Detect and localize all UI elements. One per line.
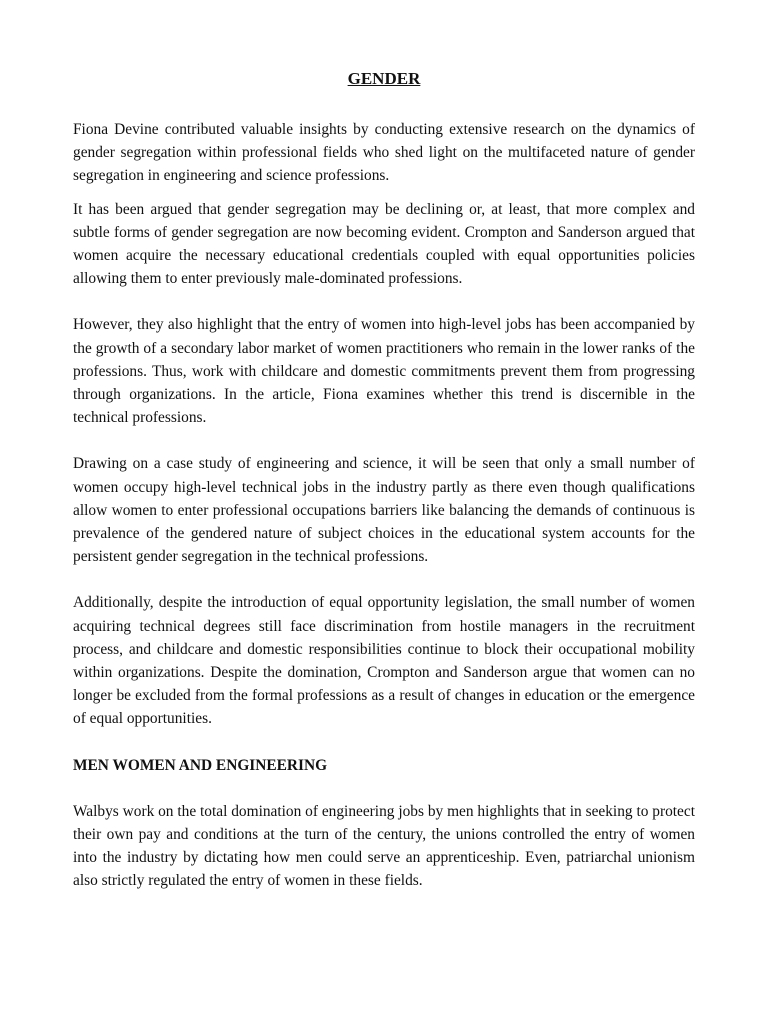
- section-heading: MEN WOMEN AND ENGINEERING: [73, 756, 328, 774]
- paragraph-legislation: Additionally, despite the introduction of equal opportunity legislation, the small number of women acquiring technical degrees still face discrimination from hostile managers in the recruitment process, and childcare and domestic responsibilities continue to block their occupational mobility within organizations. Despite the domination, Crompton and Sanderson argue that women can no longer be excluded from the formal professions as a result of changes in education or the emergence of equal opportunities.: [73, 594, 695, 728]
- paragraph-secondary-market: However, they also highlight that the entry of women into high-level jobs has been accompanied by the growth of a secondary labor market of women practitioners who remain in the lower ranks of the professions. Thus, work with childcare and domestic commitments prevent them from progressing through organizations. In the article, Fiona examines whether this trend is discernible in the technical professions.: [73, 316, 695, 427]
- spacer: [73, 568, 695, 591]
- spacer: [73, 290, 695, 313]
- spacer: [73, 188, 695, 198]
- document-page: [73, 68, 695, 892]
- paragraph-intro: Fiona Devine contributed valuable insights by conducting extensive research on the dynamics of gender segregation within professional fields who shed light on the multifaceted nature of gender segregation in engineering and science professions.: [73, 121, 695, 185]
- paragraph-segregation: It has been argued that gender segregation may be declining or, at least, that more complex and subtle forms of gender segregation are now becoming evident. Crompton and Sanderson argued that women acquire the necessary educational credentials coupled with equal opportunities policies allowing them to enter previously male-dominated professions.: [73, 200, 695, 288]
- paragraph-case-study: Drawing on a case study of engineering and science, it will be seen that only a small number of women occupy high-level technical jobs in the industry partly as there even though qualifications allow women to enter professional occupations barriers like balancing the demands of continuous is prevalence of the gendered nature of subject choices in the educational system accounts for the persistent gender segregation in the technical professions.: [73, 455, 695, 566]
- document-title: GENDER: [347, 69, 421, 88]
- paragraph-walby: Walbys work on the total domination of engineering jobs by men highlights that in seeking to protect their own pay and conditions at the turn of the century, the unions controlled the entry of women into the industry by dictating how men could serve an apprenticeship. Even, patriarchal unionism also strictly regulated the entry of women in these fields.: [73, 802, 695, 890]
- spacer: [73, 731, 695, 754]
- spacer: [73, 777, 695, 800]
- spacer: [73, 429, 695, 452]
